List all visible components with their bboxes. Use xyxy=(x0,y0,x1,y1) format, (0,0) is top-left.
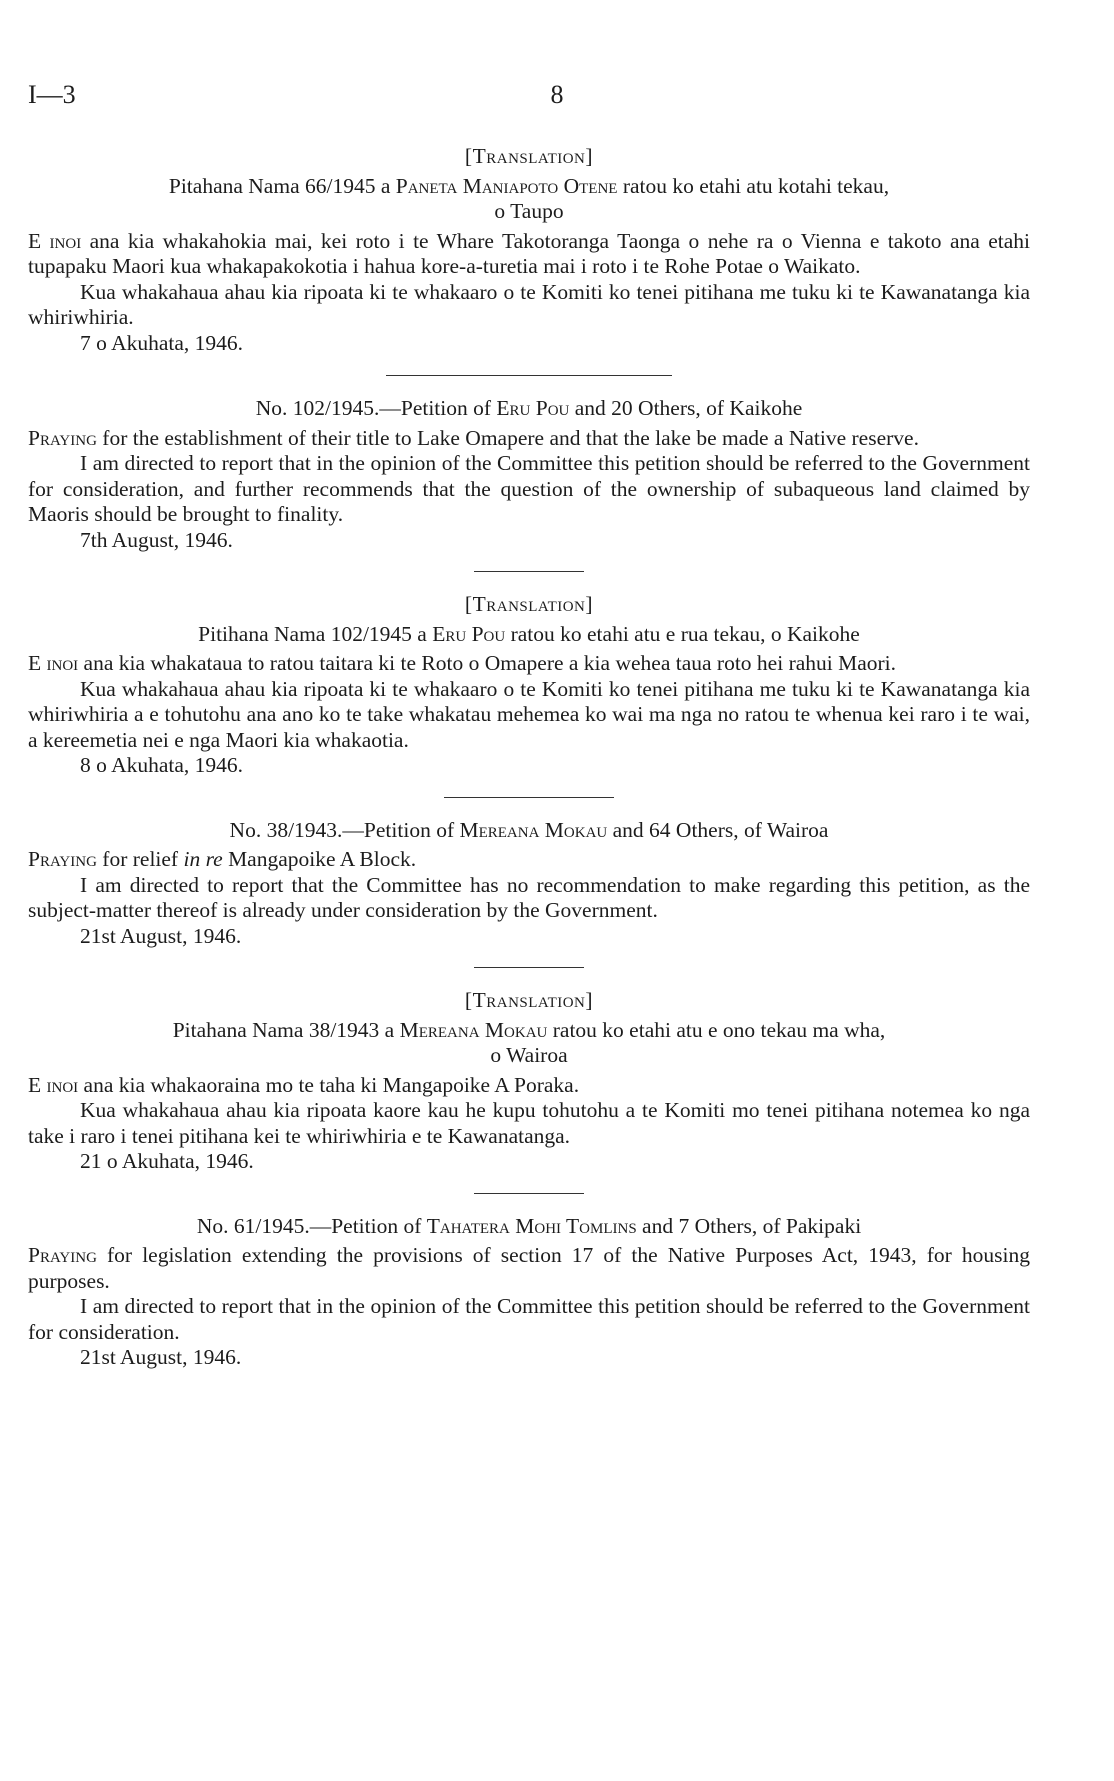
petition-title: Pitahana Nama 38/1943 a Mereana Mokau ratou ko etahi atu e ono tekau ma wha, xyxy=(172,1017,886,1042)
petition-61-1945 xyxy=(28,1214,1030,1371)
petition-title-line2: o Taupo xyxy=(494,199,564,223)
petition-38-1943 xyxy=(28,818,1030,950)
report-date: 8 o Akuhata, 1946. xyxy=(80,753,244,777)
report-paragraph: Kua whakahaua ahau kia ripoata ki te whakaaro o te Komiti ko tenei pitihana me tuku ki te Kawanatanga kia whiriwhiria a e tohutohu ana ano ko te take whakatau mehemea ko wai ma nga no ratou te whenua kei raro i te wai, a kereemetia nei e nga Maori kia whakaotia. xyxy=(28,676,1030,752)
petition-title-line2: o Wairoa xyxy=(490,1043,568,1067)
translation-heading: [Translation] xyxy=(464,592,594,616)
report-paragraph: Kua whakahaua ahau kia ripoata ki te whakaaro o te Komiti ko tenei pitihana me tuku ki te Kawanatanga kia whiriwhiria. xyxy=(28,279,1030,329)
prayer-paragraph: Praying for relief in re Mangapoike A Block. xyxy=(28,847,417,871)
report-date: 7 o Akuhata, 1946. xyxy=(80,330,244,355)
report-date: 21st August, 1946. xyxy=(80,1345,242,1369)
petition-title: No. 61/1945.—Petition of Tahatera Mohi Tomlins and 7 Others, of Pakipaki xyxy=(196,1213,862,1238)
petition-title: Pitahana Nama 66/1945 a Paneta Maniapoto Otene ratou ko etahi atu kotahi tekau, xyxy=(168,173,890,198)
running-header xyxy=(28,80,1086,120)
prayer-paragraph: E inoi ana kia whakataua to ratou taitara ki te Roto o Omapere a kia wehea taua roto hei rahui Maori. xyxy=(28,651,897,675)
petition-66-1945-translation xyxy=(28,144,1030,356)
prayer-paragraph: Praying for legislation extending the provisions of section 17 of the Native Purposes Act, 1943, for housing purposes. xyxy=(28,1243,1030,1293)
paper-reference: I—3 xyxy=(28,80,76,109)
petition-title: Pitihana Nama 102/1945 a Eru Pou ratou ko etahi atu e rua tekau, o Kaikohe xyxy=(198,621,860,646)
report-paragraph: I am directed to report that the Committee has no recommendation to make regarding this petition, as the subject-matter thereof is already under consideration by the Government. xyxy=(28,872,1030,922)
prayer-paragraph: E inoi ana kia whakahokia mai, kei roto i te Whare Takotoranga Taonga o nehe ra o Vienna e takoto ana etahi tupapaku Maori kua whakapakokotia i hahua kore-a-turetia mai i roto i te Rohe Potae o Waikato. xyxy=(28,228,1030,278)
section-divider xyxy=(386,375,672,376)
petition-title: No. 38/1943.—Petition of Mereana Mokau and 64 Others, of Wairoa xyxy=(229,817,829,842)
petition-102-1945-translation xyxy=(28,592,1030,779)
report-date: 21st August, 1946. xyxy=(80,923,242,948)
translation-heading: [Translation] xyxy=(464,988,594,1012)
translation-heading: [Translation] xyxy=(464,144,594,168)
petition-title: No. 102/1945.—Petition of Eru Pou and 20 Others, of Kaikohe xyxy=(255,396,803,420)
report-date: 21 o Akuhata, 1946. xyxy=(80,1149,254,1173)
section-divider xyxy=(474,967,584,968)
page-number: 8 xyxy=(550,80,564,109)
section-divider xyxy=(444,797,614,798)
prayer-paragraph: Praying for the establishment of their title to Lake Omapere and that the lake be made a Native reserve. xyxy=(28,425,919,450)
petition-38-1943-translation xyxy=(28,988,1030,1175)
document-body xyxy=(28,138,1030,1371)
prayer-paragraph: E inoi ana kia whakaoraina mo te taha ki Mangapoike A Poraka. xyxy=(28,1072,580,1097)
section-divider xyxy=(474,1193,584,1194)
petition-102-1945 xyxy=(28,396,1030,553)
report-paragraph: I am directed to report that in the opinion of the Committee this petition should be referred to the Government for consideration. xyxy=(28,1294,1030,1344)
report-paragraph: I am directed to report that in the opinion of the Committee this petition should be referred to the Government for consideration, and further recommends that the question of the ownership of subaqueous land claimed by Maoris should be brought to finality. xyxy=(28,451,1030,526)
report-paragraph: Kua whakahaua ahau kia ripoata kaore kau he kupu tohutohu a te Komiti mo tenei pitihana notemea ko nga take i raro i tenei pitihana kei te whiriwhiria e te Kawanatanga. xyxy=(28,1098,1030,1148)
report-date: 7th August, 1946. xyxy=(80,527,233,552)
section-divider xyxy=(474,571,584,572)
